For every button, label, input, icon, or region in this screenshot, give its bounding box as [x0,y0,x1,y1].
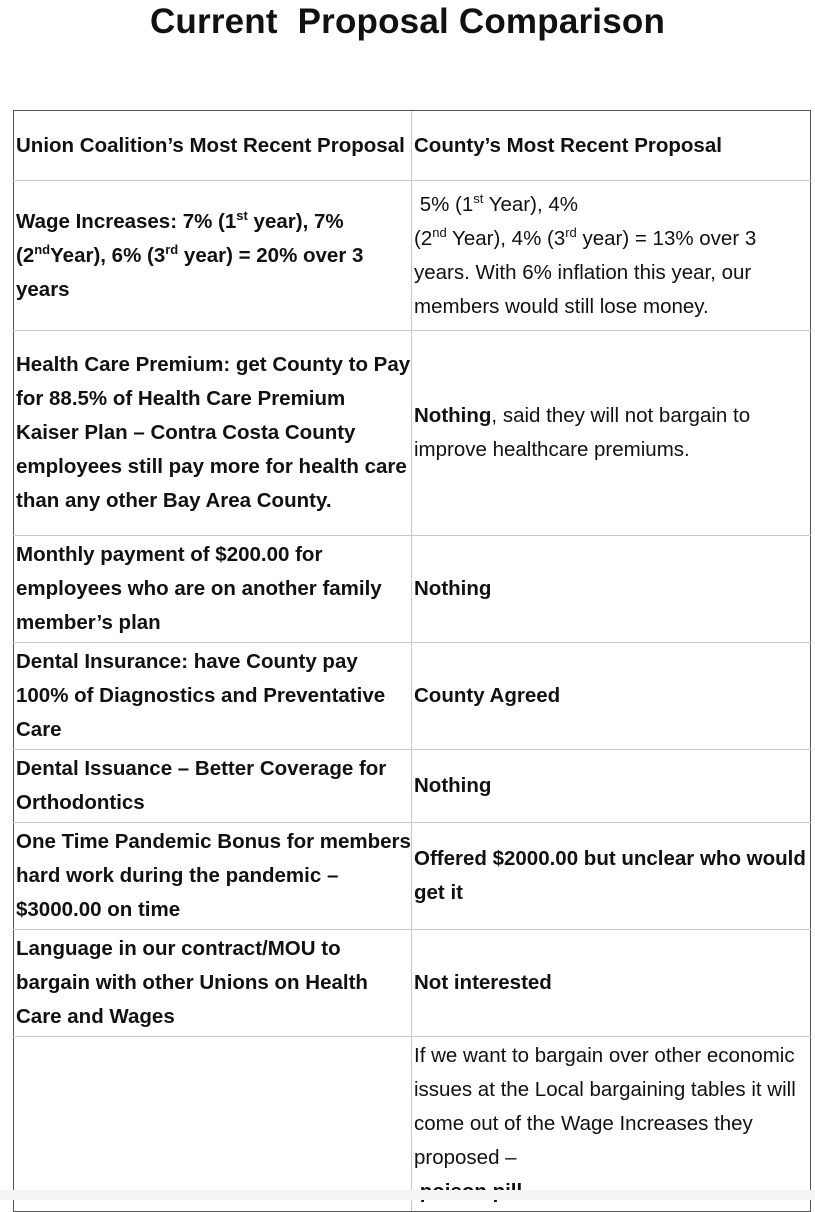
superscript: st [236,207,248,223]
text-fragment: If we want to bargain over other economic issues at the Local bargaining tables it will come out of the Wage Increases they proposed – [414,1044,796,1169]
union-proposal-cell: One Time Pandemic Bonus for members hard work during the pandemic – $3000.00 on time [14,823,412,930]
union-proposal-cell: Monthly payment of $200.00 for employees who are on another family member’s plan [14,536,412,643]
text-fragment: Wage Increases: 7% (1 [16,209,237,233]
county-response-cell: Nothing [412,536,811,643]
union-proposal-cell: Health Care Premium: get County to Pay for 88.5% of Health Care Premium Kaiser Plan – Contra Costa County employees still pay more for health care than any other Bay Area County. [14,331,412,536]
county-response-cell: County Agreed [412,643,811,750]
text-fragment: 5% (1 [419,192,474,216]
table-row [14,331,811,536]
county-response-cell [412,1037,811,1212]
text-fragment: Year), 6% (3 [50,243,166,267]
page-title: Current Proposal Comparison [149,2,666,41]
text-fragment: year) = 13% over 3 years. With 6% inflation this year, our members would still lose money. [414,226,757,318]
text-fragment: year) = 20% over 3 years [16,243,364,301]
county-column-header: County’s Most Recent Proposal [412,111,811,181]
table-row [14,750,811,823]
county-response-cell: Not interested [412,930,811,1037]
union-proposal-cell: Dental Issuance – Better Coverage for Orthodontics [14,750,412,823]
county-response-cell: Offered $2000.00 but unclear who would get it [412,823,811,930]
union-proposal-cell: Language in our contract/MOU to bargain with other Unions on Health Care and Wages [14,930,412,1037]
bottom-strip [0,1190,815,1200]
union-proposal-cell [14,1037,412,1212]
county-response-cell [412,331,811,536]
superscript: nd [34,241,51,257]
text-fragment: (2 [414,226,433,250]
bold-text: Nothing [414,404,492,427]
table-row [14,643,811,750]
table-row [14,930,811,1037]
union-wage-cell [14,181,412,331]
union-column-header: Union Coalition’s Most Recent Proposal [14,111,412,181]
county-wage-cell [412,181,811,331]
proposal-comparison-table [13,110,811,1212]
table-row [14,181,811,331]
table-row [14,823,811,930]
superscript: st [473,190,484,206]
county-response-cell: Nothing [412,750,811,823]
text-fragment: year), 7% [247,209,344,233]
text-fragment: Year), 4% [483,192,578,216]
text-fragment: (2 [16,243,35,267]
text-fragment: Year), 4% (3 [446,226,566,250]
union-proposal-cell: Dental Insurance: have County pay 100% of Diagnostics and Preventative Care [14,643,412,750]
table-row [14,1037,811,1212]
table-header-row [14,111,811,181]
text-fragment: , said they will not bargain to improve healthcare premiums. [414,404,751,461]
table-row [14,536,811,643]
superscript: rd [165,241,179,257]
superscript: rd [565,224,577,240]
superscript: nd [432,224,447,240]
